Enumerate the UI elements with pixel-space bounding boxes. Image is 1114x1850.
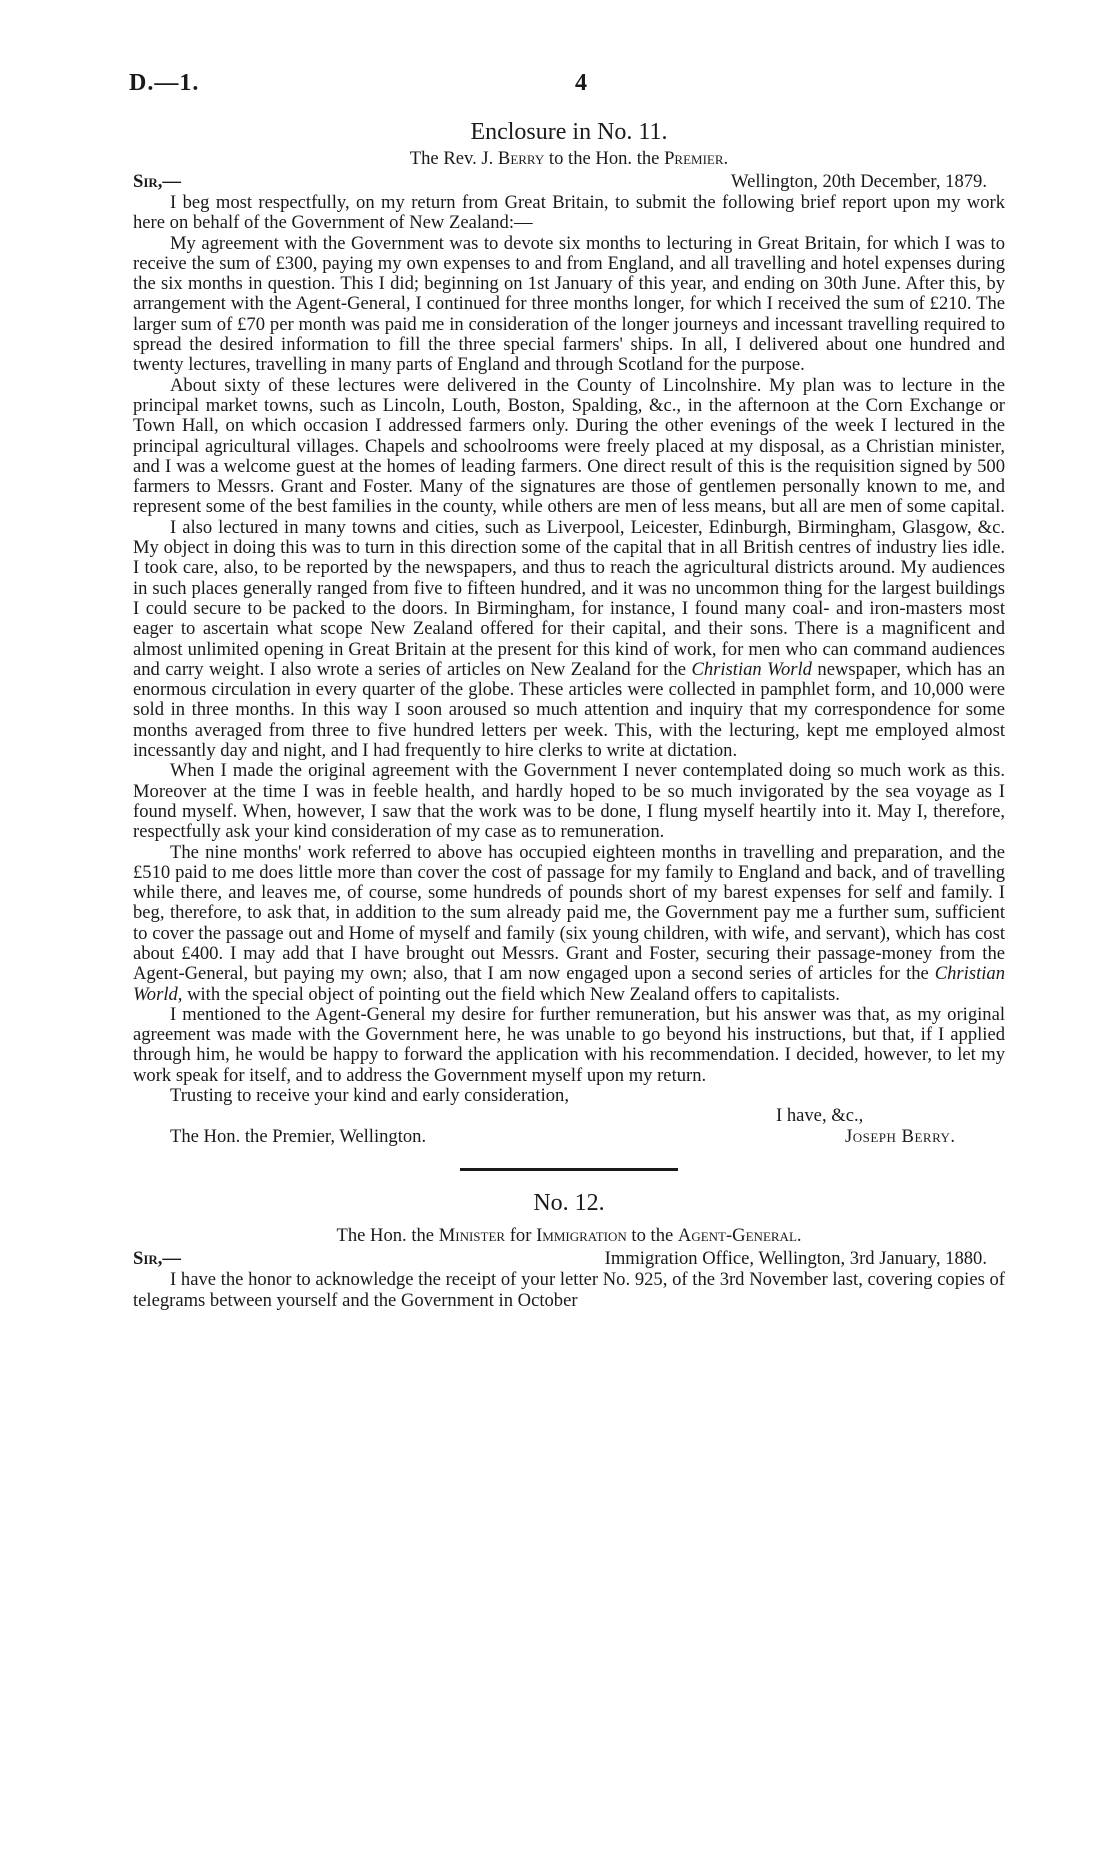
letter-header bbox=[133, 172, 1005, 193]
paragraph bbox=[133, 843, 1005, 1005]
recipient-title: Premier. bbox=[664, 148, 729, 169]
signoff bbox=[133, 1106, 1005, 1148]
document-body bbox=[133, 118, 1005, 1311]
enclosure-subheading bbox=[133, 148, 1005, 170]
subheading-prefix: The Hon. the bbox=[336, 1225, 439, 1247]
paragraph: When I made the original agreement with the Government I never contemplated doing so much work as this. Moreover at the time I was in feeble health, and hardly hoped to be so much invigorated by the sea voyage as I found myself. When, however, I saw that the work was to be done, I flung myself heartily into it. May I, therefore, respectfully ask your kind consideration of my case as to remuneration. bbox=[133, 760, 1005, 843]
enclosure-heading: Enclosure in No. 11. bbox=[470, 119, 668, 145]
paragraph: I mentioned to the Agent-General my desire for further remuneration, but his answer was that, as my original agreement was made with the Government here, he was unable to go beyond his instructions, but that, if I applied through him, he would be happy to forward the application with his recommendation. I decided, however, to let my work speak for itself, and to address the Government myself upon my return. bbox=[133, 1003, 1005, 1086]
no12-heading: No. 12. bbox=[533, 1190, 605, 1217]
signature: Joseph Berry. bbox=[845, 1126, 956, 1148]
paragraph: I have the honor to acknowledge the receipt of your letter No. 925, of the 3rd November last, covering copies of telegrams between yourself and the Government in October bbox=[133, 1269, 1005, 1311]
paragraph-text: with the special object of pointing out the field which New Zealand offers to capitalists. bbox=[182, 983, 840, 1005]
letter-header bbox=[133, 1249, 1005, 1270]
subheading-middle: to the Hon. the bbox=[544, 148, 665, 169]
section-divider bbox=[460, 1168, 678, 1171]
addressee: The Hon. the Premier, Wellington. bbox=[170, 1126, 427, 1148]
publication-title: Christian World, bbox=[133, 963, 1005, 1005]
paragraph: My agreement with the Government was to devote six months to lecturing in Great Britain, for which I was to receive the sum of £300, paying my own expenses to and from England, and all travelling and hotel expenses during the six months in question. This I did; beginning on 1st January of this year, and ending on 30th June. After this, by arrangement with the Agent-General, I continued for three months longer, for which I received the sum of £210. The larger sum of £70 per month was paid me in consideration of the longer journeys and incessant travelling required to spread the desired information to fill the three special farmers' ships. In all, I delivered about one hundred and twenty lectures, travelling in many parts of England and through Scotland for the purpose. bbox=[133, 232, 1005, 376]
recipient-title: Agent-General. bbox=[677, 1225, 802, 1247]
dateline: Immigration Office, Wellington, 3rd January, 1880. bbox=[604, 1248, 987, 1270]
department-name: Immigration bbox=[536, 1225, 627, 1247]
paragraph: About sixty of these lectures were delivered in the County of Lincolnshire. My plan was to lecture in the principal market towns, such as Lincoln, Louth, Boston, Spalding, &c., in the afternoon at the Corn Exchange or Town Hall, on which occasion I addressed farmers only. During the other evenings of the week I lectured in the principal agricultural villages. Chapels and schoolrooms were freely placed at my disposal, as a Christian minister, and I was a welcome guest at the homes of leading farmers. One direct result of this is the requisition signed by 500 farmers to Messrs. Grant and Foster. Many of the signatures are those of gentlemen personally known to me, and represent some of the best families in the county, while others are men of less means, but all are men of some capital. bbox=[133, 374, 1005, 518]
salutation: Sir,— bbox=[133, 1248, 182, 1270]
sender-title: Minister bbox=[438, 1225, 506, 1247]
page-number: 4 bbox=[575, 70, 587, 96]
dateline: Wellington, 20th December, 1879. bbox=[731, 171, 987, 192]
document-reference: D.—1. bbox=[129, 70, 200, 96]
paragraph-text: I also lectured in many towns and cities, such as Liverpool, Leicester, Edinburgh, Birmingham, Glasgow, &c. My object in doing this was to turn in this direction some of the capital that in all British centres of industry lies idle. I took care, also, to be reported by the newspapers, and thus to reach the agricultural districts around. My audiences in such places generally ranged from five to fifteen hundred, and it was no uncommon thing for the largest buildings I could secure to be packed to the doors. In Birmingham, for instance, I found many coal- and iron-masters most eager to ascertain what scope New Zealand offered for their capital, and their sons. There is a magnificent and almost unlimited opening in Great Britain at the present for this kind of work, for men who can command audiences and carry weight. I also wrote a series of articles on New Zealand for the bbox=[133, 516, 1005, 680]
complimentary-close: I have, &c., bbox=[776, 1105, 864, 1127]
subheading-middle: to the bbox=[626, 1225, 678, 1247]
publication-title: Christian World bbox=[691, 658, 812, 680]
paragraph: I beg most respectfully, on my return from Great Britain, to submit the following brief report upon my work here on behalf of the Government of New Zealand:— bbox=[133, 192, 1005, 234]
subheading-middle: for bbox=[505, 1225, 537, 1247]
salutation: Sir,— bbox=[133, 171, 182, 192]
closing-line: Trusting to receive your kind and early consideration, bbox=[170, 1085, 569, 1107]
sender-name: Berry bbox=[497, 148, 545, 169]
paragraph bbox=[133, 518, 1005, 762]
paragraph-text: The nine months' work referred to above has occupied eighteen months in travelling and preparation, and the £510 paid to me does little more than cover the cost of passage for my family to England and back, and of travelling while there, and leaves me, of course, some hundreds of pounds short of my barest expenses for self and family. I beg, therefore, to ask that, in addition to the sum already paid me, the Government pay me a further sum, sufficient to cover the passage out and Home of myself and family (six young children, with wife, and servant), which has cost about £400. I may add that I have brought out Messrs. Grant and Foster, securing their passage-money from the Agent-General, but paying my own; also, that I am now engaged upon a second series of articles for the bbox=[133, 841, 1005, 985]
no12-subheading bbox=[133, 1225, 1005, 1247]
subheading-prefix: The Rev. J. bbox=[409, 148, 498, 169]
paragraph-text: newspaper, which has an enormous circulation in every quarter of the globe. These articles were collected in pamphlet form, and 10,000 were sold in three months. In this way I soon aroused so much attention and inquiry that my correspondence for some months averaged from three to five hundred letters per week. This, with the lecturing, kept me employed almost incessantly day and night, and I had frequently to hire clerks to write at dictation. bbox=[133, 658, 1006, 762]
